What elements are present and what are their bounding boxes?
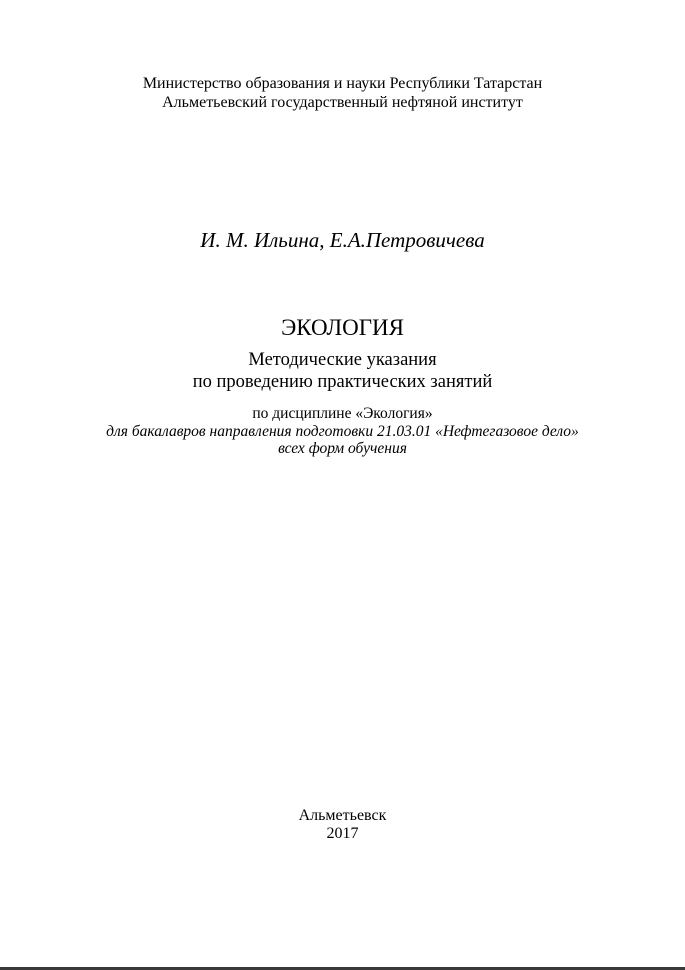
authors: И. М. Ильина, Е.А.Петровичева (200, 228, 485, 252)
subtitle-line-2: по проведению практических занятий (192, 372, 493, 392)
discipline: по дисциплине «Экология» (252, 405, 433, 422)
year: 2017 (326, 825, 359, 842)
city: Альметьевск (298, 807, 387, 824)
ministry-name: Министерство образования и науки Республики Татарстан (142, 75, 543, 92)
audience-line-2: всех форм обучения (278, 440, 407, 457)
subtitle-line-1: Методические указания (248, 350, 437, 370)
audience-line-1: для бакалавров направления подготовки 21.03.01 «Нефтегазовое дело» (106, 423, 579, 440)
institute-name: Альметьевский государственный нефтяной институт (162, 94, 523, 111)
document-title: ЭКОЛОГИЯ (281, 315, 404, 340)
